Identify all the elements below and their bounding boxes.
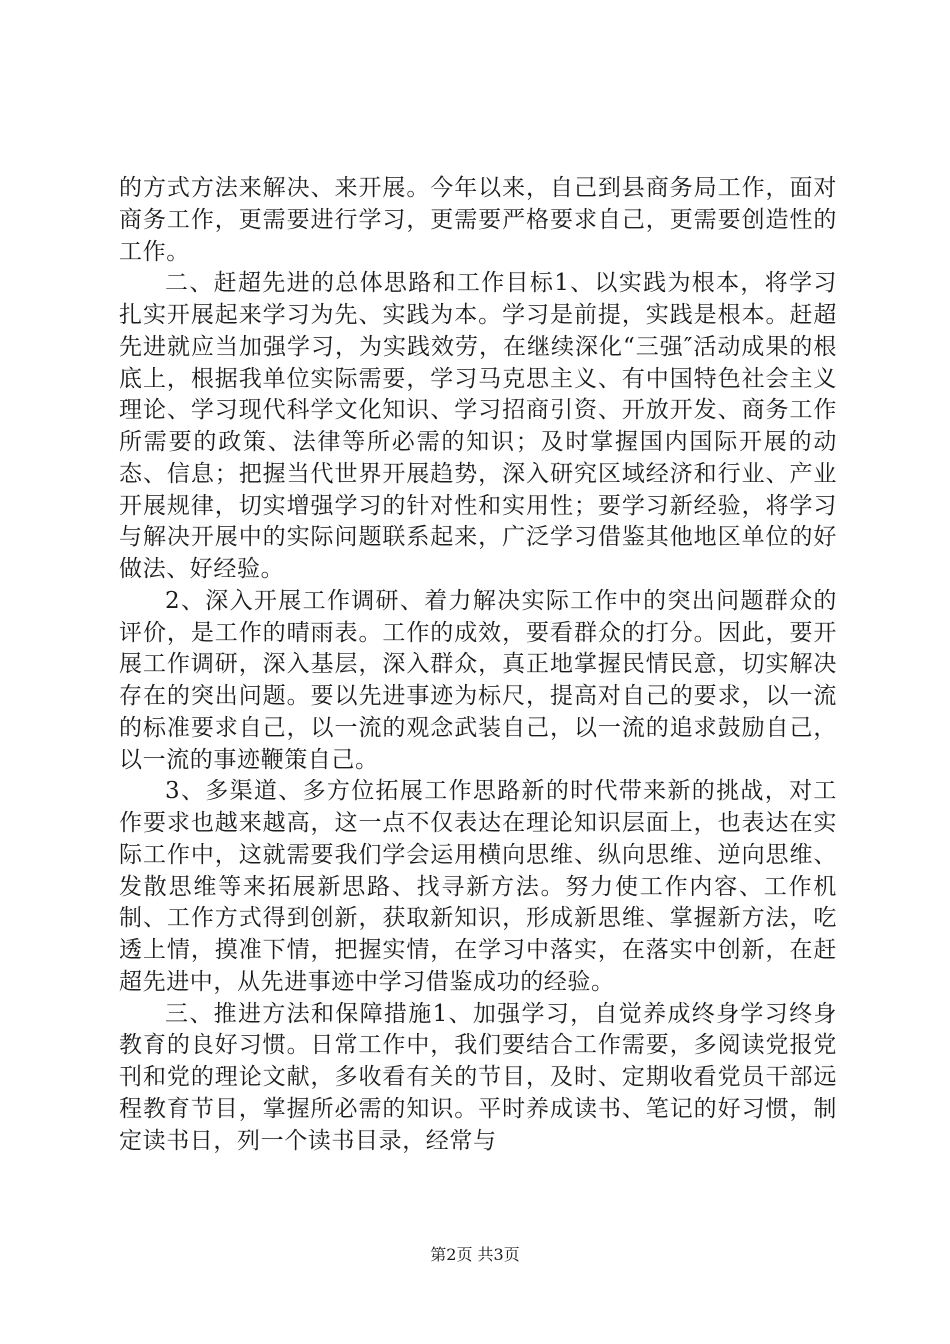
paragraph-1: 的方式方法来解决、来开展。今年以来，自己到县商务局工作，面对商务工作，更需要进行学习，更需要严格要求自己，更需要创造性的工作。 (119, 175, 837, 265)
paragraph-5: 三、推进方法和保障措施1、加强学习，自觉养成终身学习终身教育的良好习惯。日常工作中，我们要结合工作需要，多阅读党报党刊和党的理论文献，多收看有关的节目，及时、定期收看党员干部远程教育节目，掌握所必需的知识。平时养成读书、笔记的好习惯，制定读书日，列一个读书目录，经常与 (119, 1000, 837, 1154)
paragraph-4: 3、多渠道、多方位拓展工作思路新的时代带来新的挑战，对工作要求也越来越高，这一点不仅表达在理论知识层面上，也表达在实际工作中，这就需要我们学会运用横向思维、纵向思维、逆向思维、发散思维等来拓展新思路、找寻新方法。努力使工作内容、工作机制、工作方式得到创新，获取新知识，形成新思维、掌握新方法，吃透上情，摸准下情，把握实情，在学习中落实，在落实中创新，在赶超先进中，从先进事迹中学习借鉴成功的经验。 (119, 778, 837, 995)
page-footer: 第2页 共3页 (430, 1245, 520, 1264)
paragraph-2: 二、赶超先进的总体思路和工作目标1、以实践为根本，将学习扎实开展起来学习为先、实践为本。学习是前提，实践是根本。赶超先进就应当加强学习，为实践效劳，在继续深化“三强″活动成果的根底上，根据我单位实际需要，学习马克思主义、有中国特色社会主义理论、学习现代科学文化知识、学习招商引资、开放开发、商务工作所需要的政策、法律等所必需的知识；及时掌握国内国际开展的动态、信息；把握当代世界开展趋势，深入研究区域经济和行业、产业开展规律，切实增强学习的针对性和实用性；要学习新经验，将学习与解决开展中的实际问题联系起来，广泛学习借鉴其他地区单位的好做法、好经验。 (119, 270, 837, 582)
paragraph-3: 2、深入开展工作调研、着力解决实际工作中的突出问题群众的评价，是工作的晴雨表。工作的成效，要看群众的打分。因此，要开展工作调研，深入基层，深入群众，真正地掌握民情民意，切实解决存在的突出问题。要以先进事迹为标尺，提高对自己的要求，以一流的标准要求自己，以一流的观念武装自己，以一流的追求鼓励自己，以一流的事迹鞭策自己。 (119, 587, 837, 773)
document-body (119, 173, 837, 1157)
